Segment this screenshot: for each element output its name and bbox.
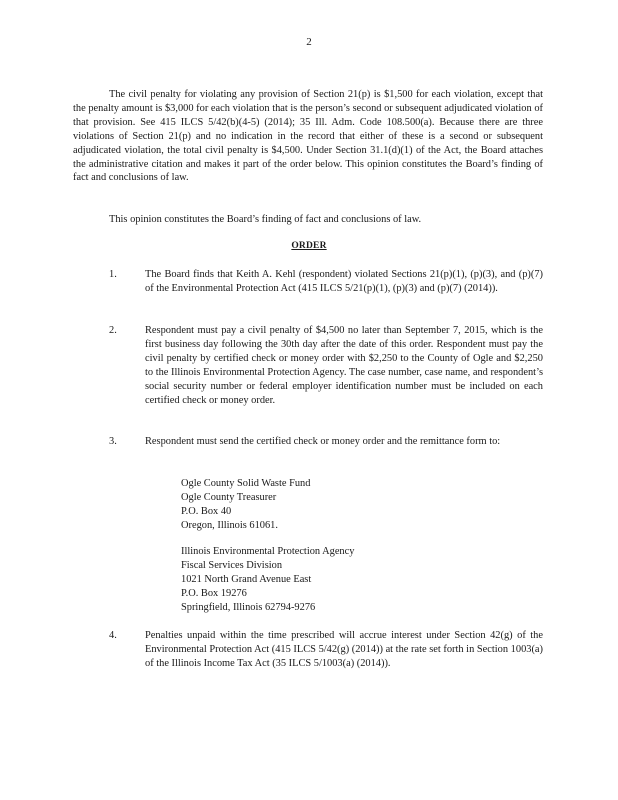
order-item-number: 3.	[109, 436, 117, 447]
address-block-ogle-county	[181, 477, 310, 533]
address-line: P.O. Box 40	[181, 505, 232, 517]
order-item	[109, 324, 543, 407]
address-line: Illinois Environmental Protection Agency	[181, 546, 355, 557]
order-heading: ORDER	[291, 241, 327, 251]
address-line: P.O. Box 19276	[181, 587, 247, 599]
address-line: Fiscal Services Division	[181, 559, 283, 571]
order-item-text: Respondent must send the certified check or money order and the remittance form to:	[145, 436, 501, 447]
address-line: Ogle County Treasurer	[181, 491, 277, 503]
order-item-number: 4.	[109, 630, 117, 641]
order-item-number: 1.	[109, 269, 117, 280]
address-line: Oregon, Illinois 61061.	[181, 519, 278, 531]
conclusion-paragraph: This opinion constitutes the Board’s finding of fact and conclusions of law.	[109, 214, 422, 225]
order-item	[109, 629, 543, 671]
order-item-text: Respondent must pay a civil penalty of $4,500 no later than September 7, 2015, which is the first business day following the 30th day after the date of this order. Respondent must pay the civil penalty by certified check or money order with $2,250 to the County of Ogle and $2,250 to the Illinois Environmental Protection Agency. The case number, case name, and respondent’s social security number or federal employer identification number must be included on each certified check or money order.	[145, 325, 543, 406]
address-line: 1021 North Grand Avenue East	[181, 573, 312, 585]
order-item-number: 2.	[109, 325, 117, 336]
order-item	[109, 268, 543, 296]
address-line: Ogle County Solid Waste Fund	[181, 478, 311, 489]
address-block-iepa	[181, 545, 354, 615]
address-line: Springfield, Illinois 62794-9276	[181, 601, 316, 613]
order-item-text: The Board finds that Keith A. Kehl (respondent) violated Sections 21(p)(1), (p)(3), and (p)(7) of the Environmental Protection Act (415 ILCS 5/21(p)(1), (p)(3) and (p)(7) (2014)).	[145, 269, 543, 294]
order-item	[109, 435, 543, 449]
page-number: 2	[306, 36, 312, 48]
order-item-text: Penalties unpaid within the time prescribed will accrue interest under Section 42(g) of the Environmental Protection Act (415 ILCS 5/42(g) (2014)) at the rate set forth in Section 1003(a) of the Illinois Income Tax Act (35 ILCS 5/1003(a) (2014)).	[145, 630, 543, 669]
penalty-paragraph: The civil penalty for violating any provision of Section 21(p) is $1,500 for each violation, except that the penalty amount is $3,000 for each violation that is the person’s second or subsequent adjudicated violation of that provision. See 415 ILCS 5/42(b)(4-5) (2014); 35 Ill. Adm. Code 108.500(a). Because there are three violations of Section 21(p) and no indication in the record that either of these is a second or subsequent adjudicated violation, the total civil penalty is $4,500. Under Section 31.1(d)(1) of the Act, the Board attaches the administrative citation and makes it part of the order below. This opinion constitutes the Board’s finding of fact and conclusions of law.	[73, 89, 543, 184]
